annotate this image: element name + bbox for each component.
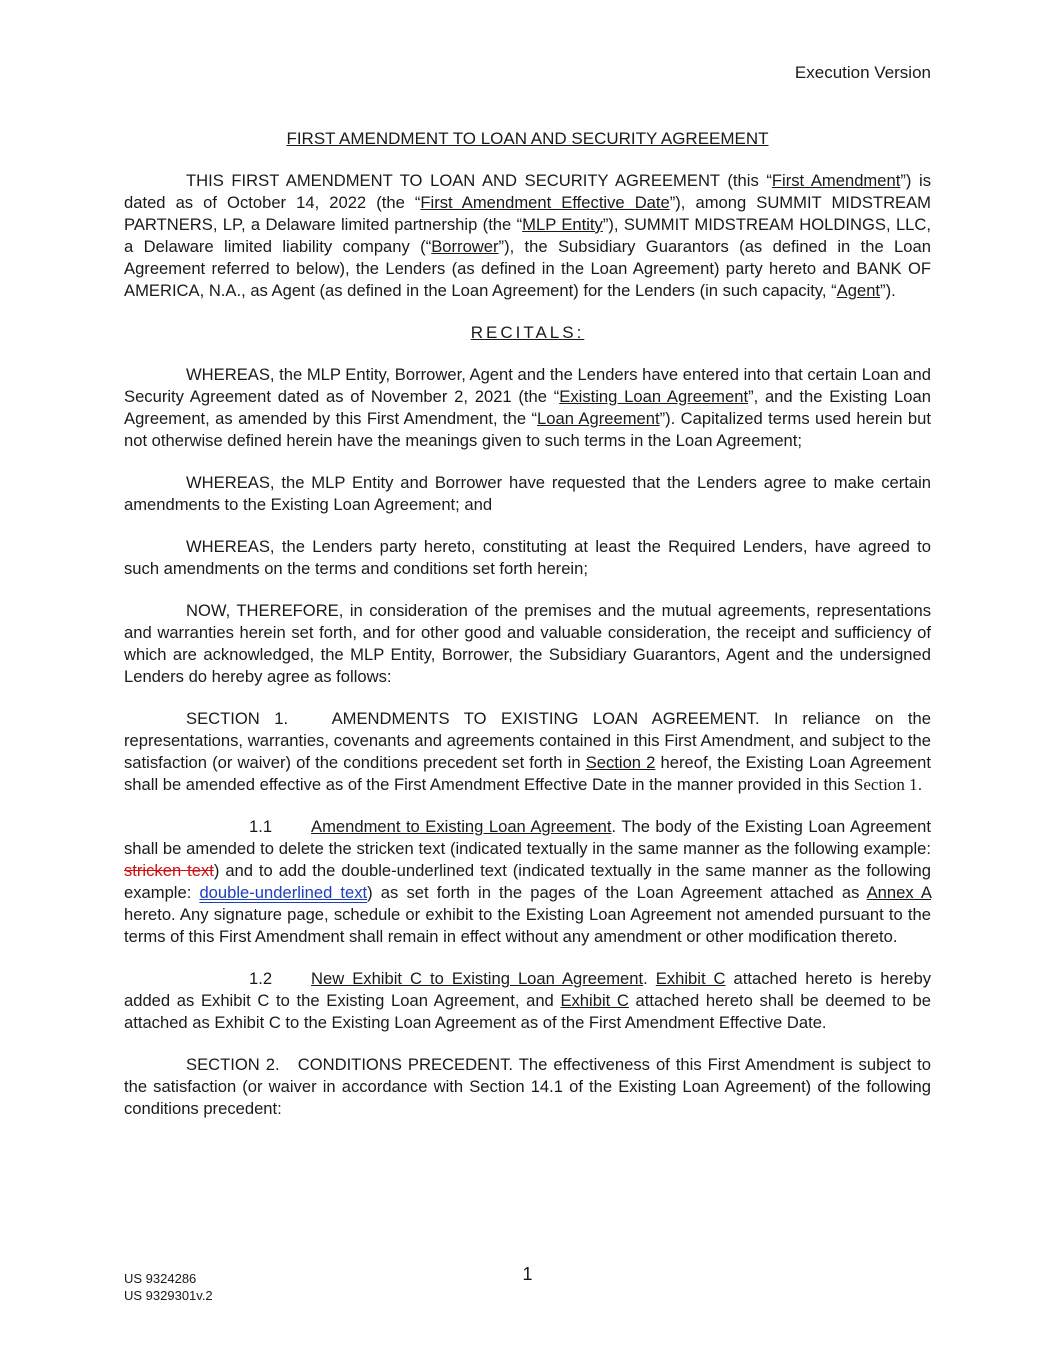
page-number: 1 — [522, 1264, 533, 1284]
section-1-label: SECTION 1. — [186, 709, 289, 728]
subsection-number: 1.2 — [249, 969, 273, 988]
intro-paragraph: THIS FIRST AMENDMENT TO LOAN AND SECURITY AGREEMENT (this “First Amendment”) is dated as of October 14, 2022 (the “First Amendment Effective Date”), among SUMMIT MIDSTREAM PARTNERS, LP, a Delaware limited partnership (the “MLP Entity”), SUMMIT MIDSTREAM HOLDINGS, LLC, a Delaware limited liability company (“Borrower”), the Subsidiary Guarantors (as defined in the Loan Agreement referred to below), the Lenders (as defined in the Loan Agreement) party hereto and BANK OF AMERICA, N.A., as Agent (as defined in the Loan Agreement) for the Lenders (in such capacity, “Agent”). — [124, 171, 932, 300]
document-title: FIRST AMENDMENT TO LOAN AND SECURITY AGREEMENT — [286, 129, 769, 148]
double-underlined-example: double-underlined text — [199, 883, 368, 902]
defined-term: First Amendment Effective Date — [420, 193, 670, 212]
stricken-example: stricken text — [124, 861, 214, 880]
subsection-number: 1.1 — [249, 817, 273, 836]
now-therefore-paragraph: NOW, THEREFORE, in consideration of the premises and the mutual agreements, representations and warranties herein set forth, and for other good and valuable consideration, the receipt and sufficiency of which are acknowledged, the MLP Entity, Borrower, the Subsidiary Guarantors, Agent and the undersigned Lenders do hereby agree as follows: — [124, 601, 931, 686]
subsection-1-1-paragraph: 1.1 Amendment to Existing Loan Agreement. The body of the Existing Loan Agreement shall be amended to delete the stricken text (indicated textually in the same manner as the following example: stricken text) and to add the double-underlined text (indicated textually in the same manner as the following example: double-underlined text) as set forth in the pages of the Loan Agreement attached as Annex A hereto. Any signature page, schedule or exhibit to the Existing Loan Agreement not amended pursuant to the terms of this First Amendment shall remain in effect without any amendment or other modification thereto. — [124, 817, 932, 946]
document-ids — [124, 1270, 213, 1304]
exhibit-reference: Exhibit C — [560, 991, 629, 1010]
version-label: Execution Version — [794, 63, 931, 82]
subsection-heading: New Exhibit C to Existing Loan Agreement — [311, 969, 644, 988]
whereas-paragraph-1: WHEREAS, the MLP Entity, Borrower, Agent and the Lenders have entered into that certain Loan and Security Agreement dated as of November 2, 2021 (the “Existing Loan Agreement”, and the Existing Loan Agreement, as amended by this First Amendment, the “Loan Agreement”). Capitalized terms used herein but not otherwise defined herein have the meanings given to such terms in the Loan Agreement; — [124, 365, 932, 450]
defined-term: First Amendment — [771, 171, 901, 190]
exhibit-reference: Exhibit C — [655, 969, 726, 988]
annex-reference: Annex A — [866, 883, 931, 902]
defined-term: Existing Loan Agreement — [559, 387, 749, 406]
defined-term: Borrower — [431, 237, 499, 256]
section-1-heading: AMENDMENTS TO EXISTING LOAN AGREEMENT. — [331, 709, 760, 728]
whereas-paragraph-2: WHEREAS, the MLP Entity and Borrower have requested that the Lenders agree to make certain amendments to the Existing Loan Agreement; and — [124, 473, 931, 514]
recitals-heading: RECITALS: — [470, 323, 585, 342]
subsection-heading: Amendment to Existing Loan Agreement — [311, 817, 612, 836]
section-2-label: SECTION 2. — [186, 1055, 280, 1074]
section-1-paragraph: SECTION 1. AMENDMENTS TO EXISTING LOAN AGREEMENT. In reliance on the representations, warranties, covenants and agreements contained in this First Amendment, and subject to the satisfaction (or waiver) of the conditions precedent set forth in Section 2 hereof, the Existing Loan Agreement shall be amended effective as of the First Amendment Effective Date in the manner provided in this Section 1. — [124, 709, 932, 794]
subsection-1-2-paragraph: 1.2 New Exhibit C to Existing Loan Agreement. Exhibit C attached hereto is hereby added as Exhibit C to the Existing Loan Agreement, and Exhibit C attached hereto shall be deemed to be attached as Exhibit C to the Existing Loan Agreement as of the First Amendment Effective Date. — [124, 969, 931, 1032]
document-body — [124, 128, 931, 1140]
document-id-1: US 9324286 — [124, 1271, 197, 1286]
defined-term: Loan Agreement — [537, 409, 660, 428]
section-2-paragraph: SECTION 2. CONDITIONS PRECEDENT. The effectiveness of this First Amendment is subject to the satisfaction (or waiver in accordance with Section 14.1 of the Existing Loan Agreement) of the following conditions precedent: — [124, 1055, 931, 1118]
whereas-paragraph-3: WHEREAS, the Lenders party hereto, constituting at least the Required Lenders, have agreed to such amendments on the terms and conditions set forth herein; — [124, 537, 931, 578]
document-id-2: US 9329301v.2 — [124, 1288, 213, 1303]
defined-term: Agent — [836, 281, 881, 300]
section-2-heading: CONDITIONS PRECEDENT. — [297, 1055, 514, 1074]
defined-term: MLP Entity — [522, 215, 603, 234]
cross-reference: Section 2 — [585, 753, 656, 772]
